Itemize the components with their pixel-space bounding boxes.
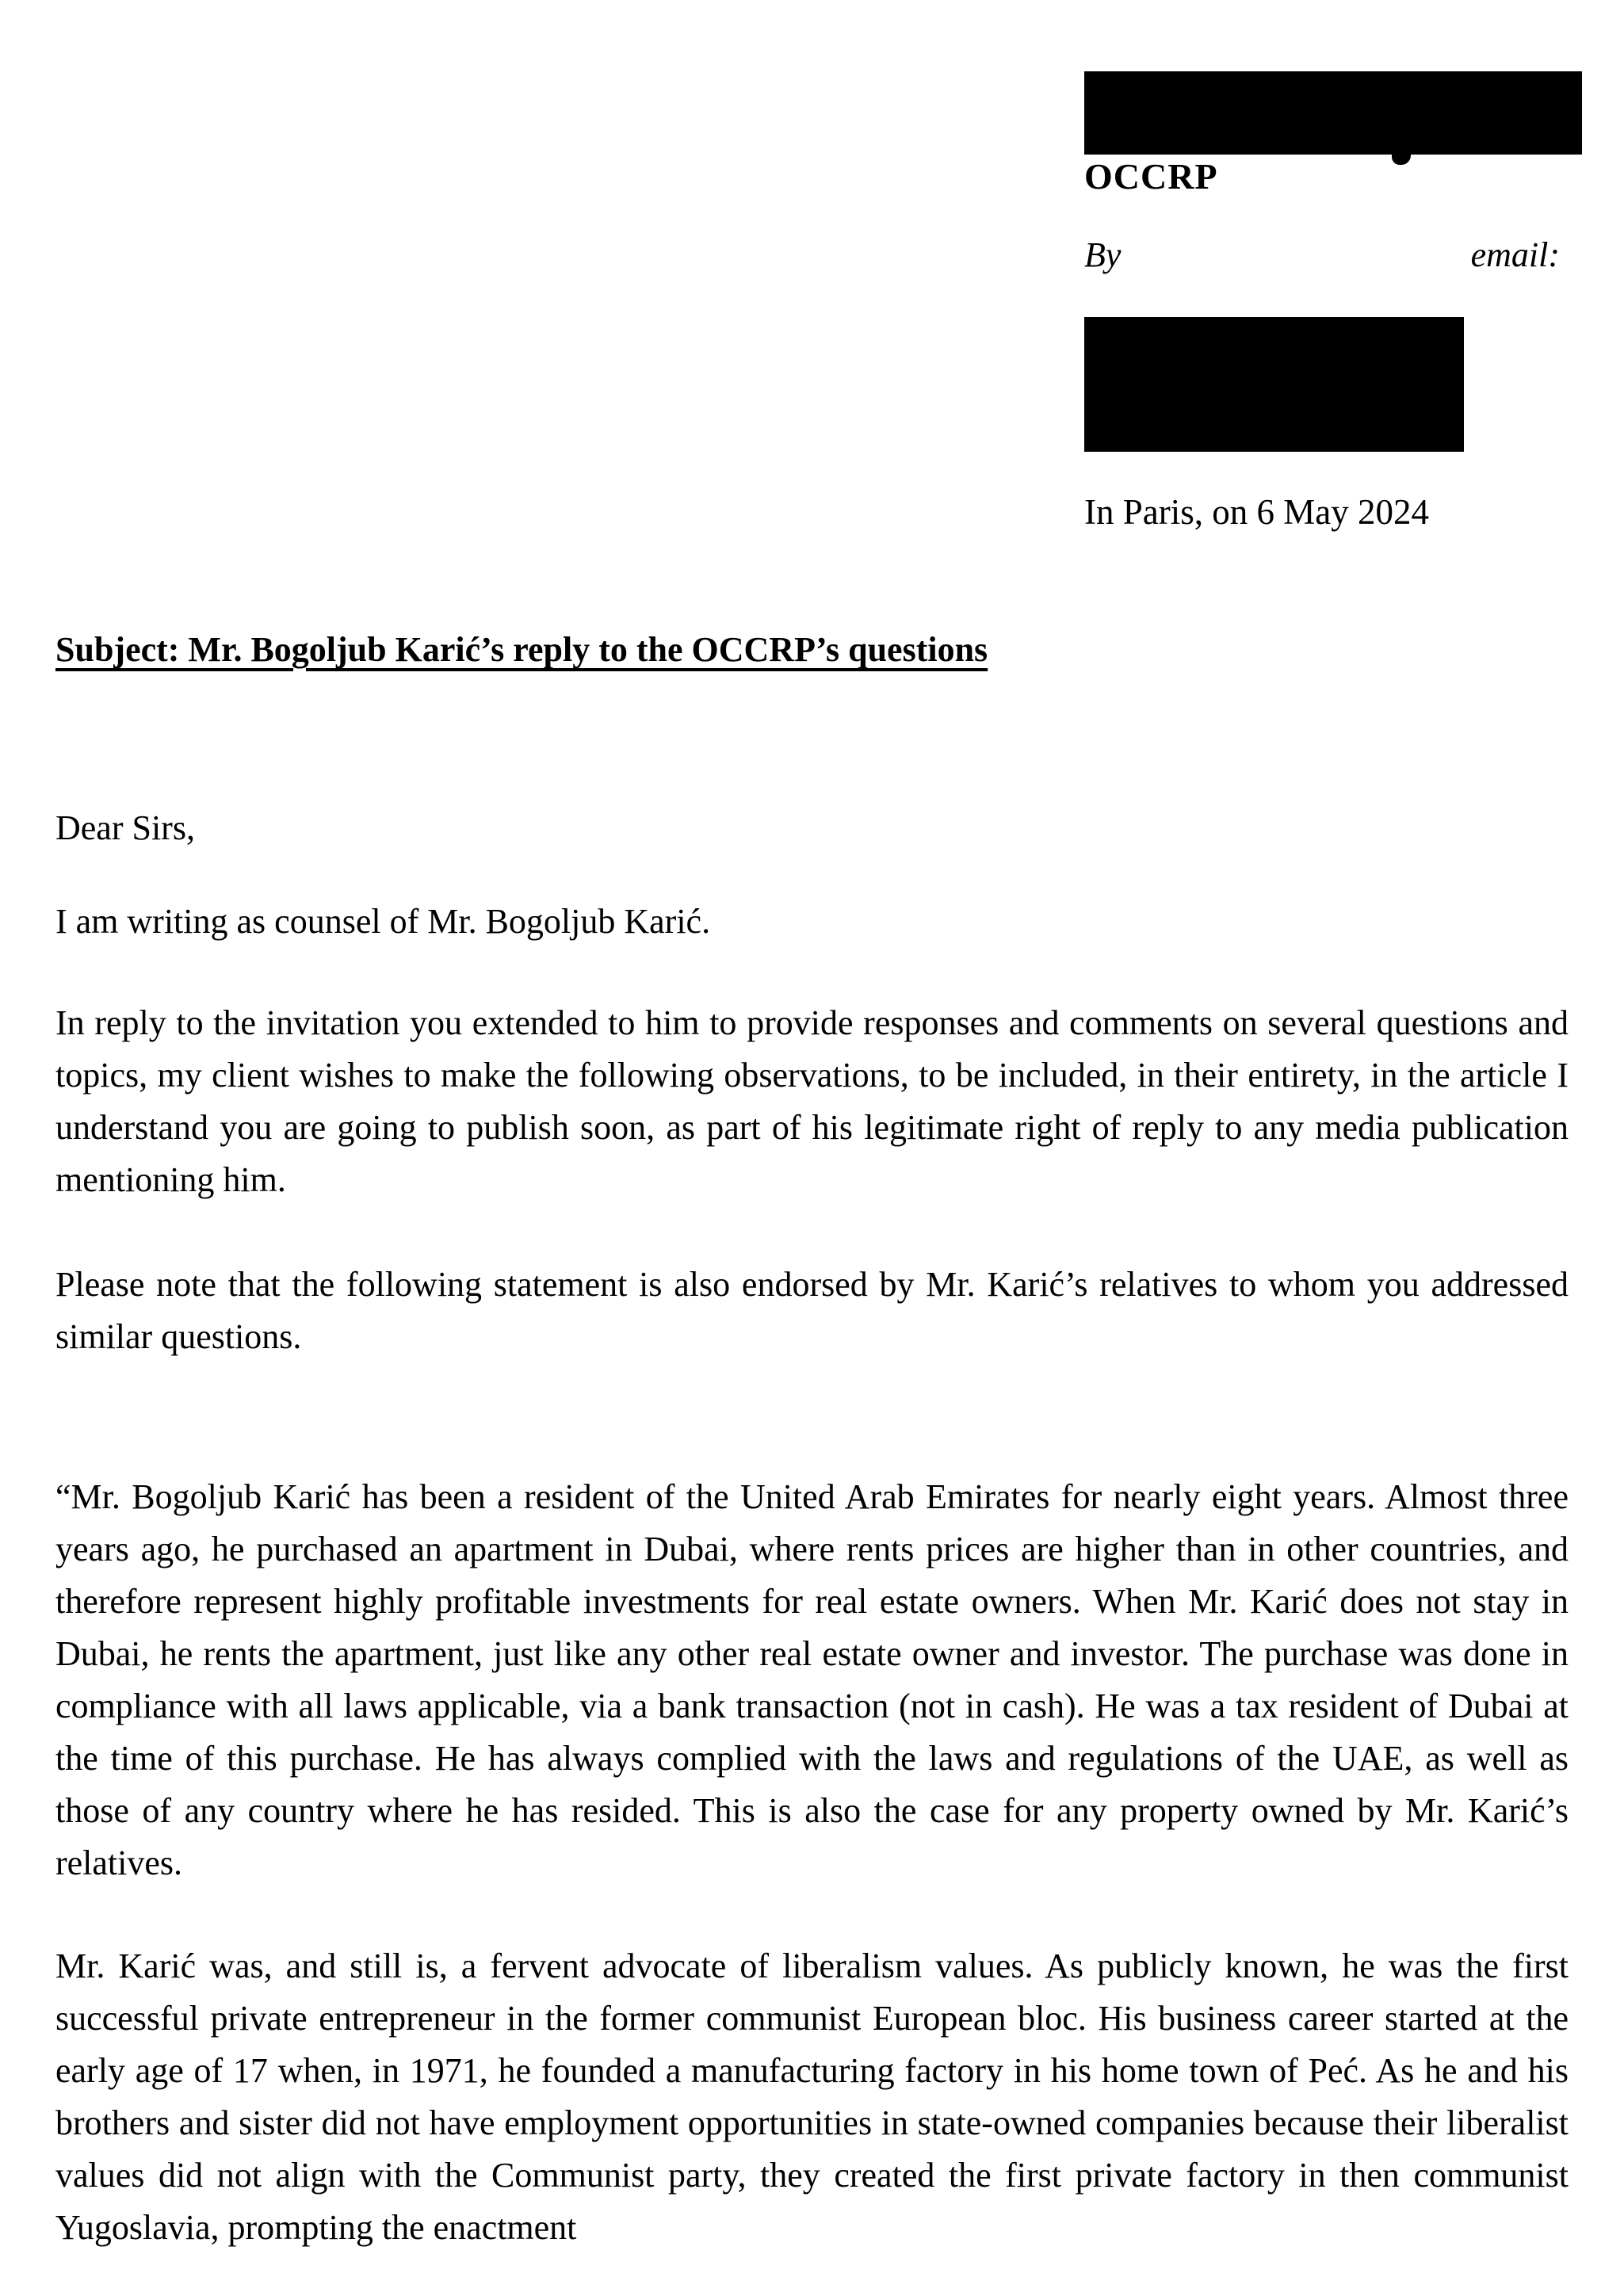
redacted-contact-block [1084,317,1464,452]
recipient-org-name: OCCRP [1084,156,1218,197]
place-date-line: In Paris, on 6 May 2024 [1084,492,1429,532]
paragraph-career-history: Mr. Karić was, and still is, a fervent advocate of liberalism values. As publicly known, he was the first successful private entrepreneur in the former communist European bloc. His business career started at the early age of 17 when, in 1971, he founded a manufacturing factory in his home town of Peć. As he and his brothers and sister did not have employment opportunities in state-owned companies because their liberalist values did not align with the Communist party, they created the first private factory in then communist Yugoslavia, prompting the enactment [55,1947,1569,2247]
redacted-recipient-block [1084,71,1582,155]
delivery-by-label: By [1084,235,1122,274]
delivery-email-label: email: [1470,235,1560,274]
subject-line [55,629,1569,671]
paragraph-statement-quote: “Mr. Bogoljub Karić has been a resident of the United Arab Emirates for nearly eight years. Almost three years ago, he purchased an apartment in Dubai, where rents prices are higher than in other countries, and therefore represent highly profitable investments for real estate owners. When Mr. Karić does not stay in Dubai, he rents the apartment, just like any other real estate owner and investor. The purchase was done in compliance with all laws applicable, via a bank transaction (not in cash). He was a tax resident of Dubai at the time of this purchase. He has always complied with the laws and regulations of the UAE, as well as those of any country where he has resided. This is also the case for any property owned by Mr. Karić’s relatives. [55,1477,1569,1882]
subject-text: Subject: Mr. Bogoljub Karić’s reply to the OCCRP’s questions [55,630,988,669]
delivery-method-line [1084,236,1560,274]
redaction-descender-mark [1392,153,1411,165]
paragraph-counsel-intro: I am writing as counsel of Mr. Bogoljub Karić. [55,902,711,941]
paragraph-right-of-reply: In reply to the invitation you extended to him to provide responses and comments on several questions and topics, my client wishes to make the following observations, to be included, in their entirety, in the article I understand you are going to publish soon, as part of his legitimate right of reply to any media publication mentioning him. [55,1003,1569,1199]
salutation: Dear Sirs, [55,808,195,847]
paragraph-relatives-endorsement: Please note that the following statement is also endorsed by Mr. Karić’s relatives to whom you addressed similar questions. [55,1265,1569,1356]
